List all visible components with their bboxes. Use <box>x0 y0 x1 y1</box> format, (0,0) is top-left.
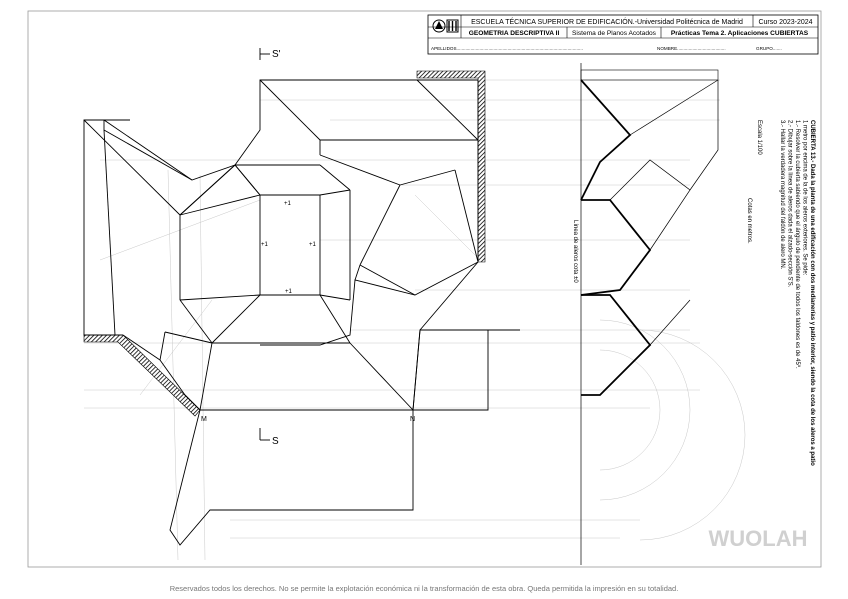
school-name: ESCUELA TÉCNICA SUPERIOR DE EDIFICACIÓN.-Universidad Politécnica de Madrid <box>471 19 743 26</box>
elevation-top: +1 <box>284 201 291 207</box>
scale-note: Escala 1/100 <box>756 120 762 155</box>
group-field: GRUPO....... <box>756 46 782 51</box>
course-year: Curso 2023-2024 <box>758 19 813 26</box>
subject-title: GEOMETRIA DESCRIPTIVA II <box>468 30 560 37</box>
sheet-border <box>28 11 821 567</box>
elevation-right: +1 <box>309 242 316 248</box>
construction-lines <box>84 80 745 560</box>
instruction-line-5: 3.- Hallar la verdadera magnitud del faldón de alero MN. <box>779 120 785 270</box>
party-wall-bottom-left <box>84 335 200 416</box>
watermark: WUOLAH <box>708 526 808 551</box>
instruction-line-3: 1.- Resolver la cubierta sabiendo que el ángulo de pendiente de todos los faldones es de 45º. <box>794 120 800 369</box>
copyright-footer: Reservados todos los derechos. No se permite la explotación económica ni la transformación de esta obra. Queda permitida la impresión en su totalidad. <box>169 584 679 593</box>
point-label-n: N <box>410 416 416 423</box>
system-title: Sistema de Planos Acotados <box>572 30 656 37</box>
name-field: NOMBRE...................................... <box>657 46 726 51</box>
elevation-left: +1 <box>261 242 268 248</box>
instructions <box>746 120 815 466</box>
units-note: Cotas en metros. <box>746 198 752 244</box>
roof-plan <box>84 80 520 545</box>
elevation-bottom: +1 <box>285 289 292 295</box>
practice-title: Prácticas Tema 2. Aplicaciones CUBIERTAS <box>670 30 809 37</box>
section-label-s: S <box>272 436 279 447</box>
section-drawing <box>581 63 718 565</box>
title-block <box>428 15 818 54</box>
point-label-m: M <box>201 416 207 423</box>
surname-field: APELLIDOS................................................................................................... <box>431 46 583 51</box>
instruction-line-2: 1 metro por encima de la de los aleros exteriores. Se pide: <box>801 120 808 276</box>
instruction-line-4: 2.- Dibujar sobre la línea de aleros dada el alzado-sección S'S. <box>786 120 793 288</box>
party-wall-top-right <box>417 71 485 262</box>
section-label-s-prime: S' <box>272 49 281 60</box>
instruction-line-1: CUBIERTA 13.- Dada la planta de una edificación con dos medianerías y patio interior, siendo la cota de los aleros a patio <box>809 120 815 466</box>
eaves-line-label: Línea de aleros cota ±0 <box>572 220 578 283</box>
